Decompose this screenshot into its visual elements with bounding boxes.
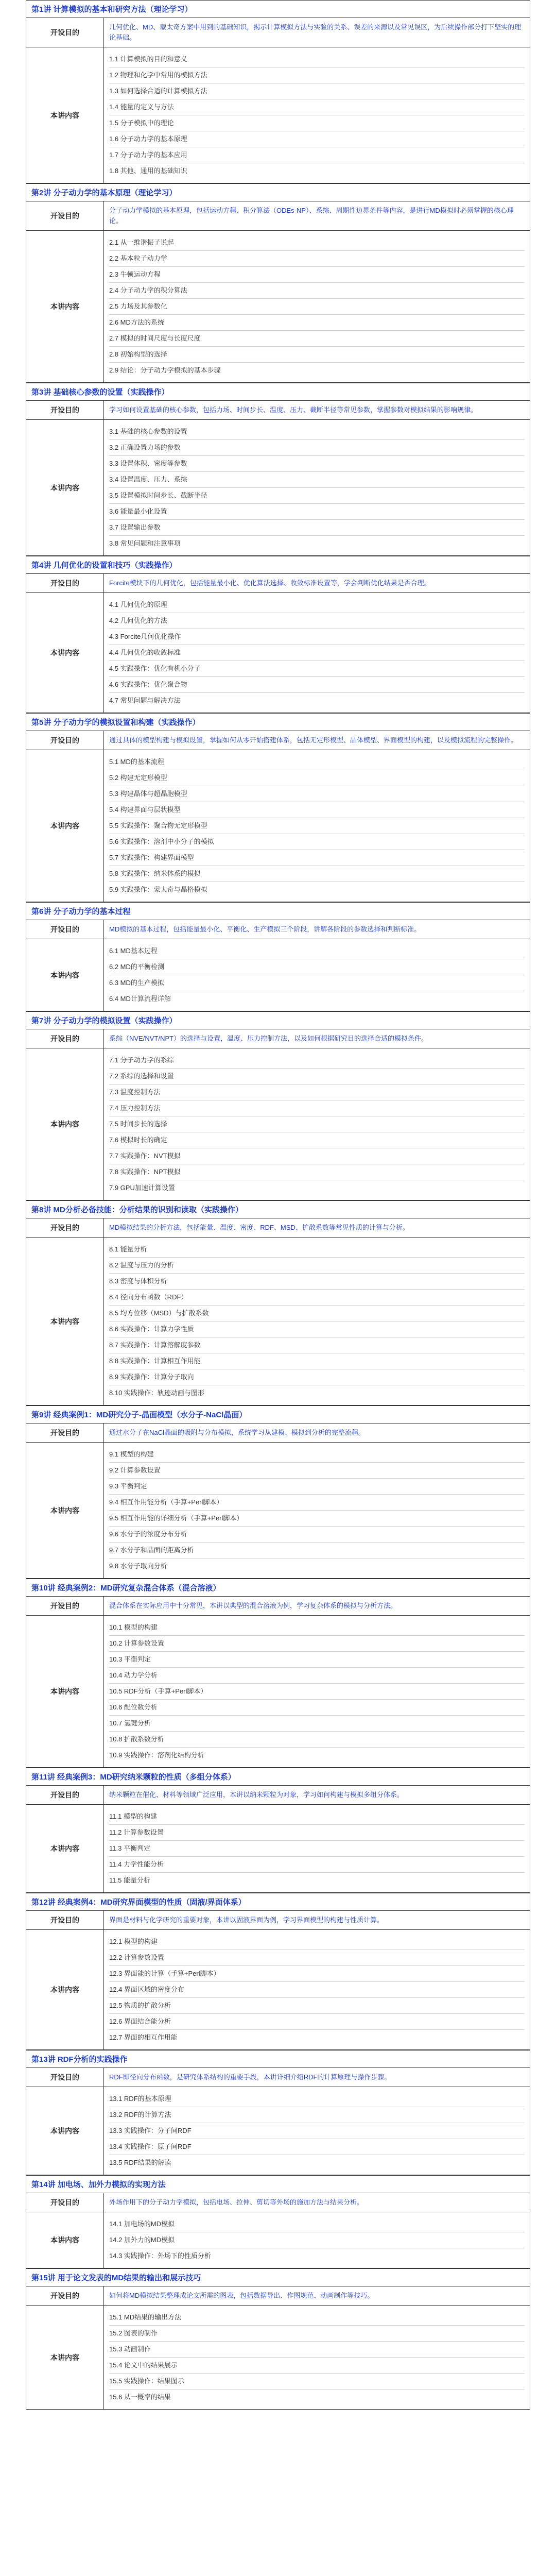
course-session: [26, 1011, 530, 1200]
list-item: 3.6 能量最小化设置: [109, 504, 525, 520]
intro-row: [26, 574, 530, 593]
intro-text: 混合体系在实际应用中十分常见，本讲以典型的混合溶液为例，学习复杂体系的模拟与分析方法。: [109, 1602, 397, 1609]
course-session: [26, 1893, 530, 2050]
list-item: 8.7 实践操作：计算溶解度参数: [109, 1337, 525, 1353]
course-session: [26, 1768, 530, 1893]
list-item: 7.3 温度控制方法: [109, 1084, 525, 1100]
list-item: 12.5 物质的扩散分析: [109, 1998, 525, 2014]
list-item: 2.4 分子动力学的积分算法: [109, 283, 525, 299]
intro-text: 如何将MD模拟结果整理成论文所需的图表，包括数据导出、作图规范、动画制作等技巧。: [109, 2292, 374, 2299]
list-item: 6.1 MD基本过程: [109, 943, 525, 959]
content-label: 本讲内容: [26, 1805, 104, 1892]
list-item: 7.4 压力控制方法: [109, 1100, 525, 1116]
intro-label: 开设目的: [26, 201, 104, 230]
content-label: 本讲内容: [26, 1930, 104, 2049]
intro-text: 界面是材料与化学研究的重要对象，本讲以固液界面为例，学习界面模型的构建与性质计算。: [109, 1916, 384, 1924]
intro-label: 开设目的: [26, 2068, 104, 2087]
list-item: 10.3 平衡判定: [109, 1652, 525, 1668]
content-label: 本讲内容: [26, 593, 104, 713]
session-title: 第12讲 经典案例4：MD研究界面模型的性质（固液/界面体系）: [26, 1893, 530, 1911]
course-session: [26, 2050, 530, 2175]
content-label: 本讲内容: [26, 2087, 104, 2175]
intro-row: [26, 201, 530, 231]
list-item: 9.7 水分子和晶面的距离分析: [109, 1543, 525, 1558]
list-item: 4.6 实践操作：优化聚合物: [109, 677, 525, 693]
list-item: 14.3 实践操作：外场下的性质分析: [109, 2252, 211, 2260]
list-item: 15.2 图表的制作: [109, 2326, 525, 2342]
content-row: [26, 593, 530, 713]
list-item: 1.3 如何选择合适的计算模拟方法: [109, 83, 525, 99]
content-list: [104, 939, 530, 1011]
intro-text: 系综（NVE/NVT/NPT）的选择与设置，温度、压力控制方法，以及如何根据研究目的选择合适的模拟条件。: [109, 1035, 428, 1042]
session-title: 第14讲 加电场、加外力模拟的实现方法: [26, 2176, 530, 2193]
content-list: [104, 1930, 530, 2049]
list-item: 5.7 实践操作：构建界面模型: [109, 850, 525, 866]
list-item: 5.3 构建晶体与超晶胞模型: [109, 786, 525, 802]
list-item: 9.2 计算参数设置: [109, 1463, 525, 1479]
content-label: 本讲内容: [26, 1048, 104, 1200]
intro-label: 开设目的: [26, 2286, 104, 2305]
content-label: 本讲内容: [26, 2212, 104, 2268]
content-list: [104, 1048, 530, 1200]
session-title: 第8讲 MD分析必备技能：分析结果的识别和读取（实践操作）: [26, 1201, 530, 1218]
intro-label: 开设目的: [26, 1786, 104, 1804]
list-item: 2.3 牛顿运动方程: [109, 267, 525, 283]
content-label: 本讲内容: [26, 1616, 104, 1767]
intro-row: [26, 1786, 530, 1805]
list-item: 15.1 MD结果的输出方法: [109, 2310, 525, 2326]
list-item: 3.8 常见问题和注意事项: [109, 539, 181, 547]
content-row: [26, 420, 530, 555]
list-item: 8.6 实践操作：计算力学性质: [109, 1321, 525, 1337]
content-row: [26, 2212, 530, 2268]
list-item: 9.4 相互作用能分析（手算+Perl脚本）: [109, 1495, 525, 1511]
list-item: 14.2 加外力的MD模拟: [109, 2232, 525, 2248]
content-list: [104, 2212, 530, 2268]
intro-text: 几何优化、MD、蒙太奇方案中用到的基础知识，揭示计算模拟方法与实验的关系、误差的来源以及常见误区，为后续操作部分打下坚实的理论基础。: [109, 23, 522, 41]
intro-row: [26, 1423, 530, 1443]
list-item: 8.5 均方位移（MSD）与扩散系数: [109, 1306, 525, 1321]
list-item: 9.5 相互作用能的详细分析（手算+Perl脚本）: [109, 1511, 525, 1527]
list-item: 13.4 实践操作：原子间RDF: [109, 2139, 525, 2155]
list-item: 3.7 设置输出参数: [109, 520, 525, 536]
list-item: 5.9 实践操作：蒙太奇与晶格模拟: [109, 886, 207, 893]
content-row: [26, 1616, 530, 1767]
intro-row: [26, 2193, 530, 2212]
content-label: 本讲内容: [26, 420, 104, 555]
list-item: 10.5 RDF分析（手算+Perl脚本）: [109, 1684, 525, 1700]
list-item: 15.4 论文中的结果展示: [109, 2358, 525, 2374]
list-item: 8.8 实践操作：计算相互作用能: [109, 1353, 525, 1369]
intro-label: 开设目的: [26, 1029, 104, 1048]
intro-row: [26, 1029, 530, 1048]
intro-text: MD模拟结果的分析方法，包括能量、温度、密度、RDF、MSD、扩散系数等常见性质的计算与分析。: [109, 1224, 409, 1231]
list-item: 1.8 其他、通用的基础知识: [109, 167, 187, 175]
list-item: 9.8 水分子取向分析: [109, 1562, 167, 1570]
intro-label: 开设目的: [26, 731, 104, 750]
list-item: 13.3 实践操作：分子间RDF: [109, 2123, 525, 2139]
list-item: 7.6 模拟时长的确定: [109, 1132, 525, 1148]
list-item: 14.1 加电场的MD模拟: [109, 2216, 525, 2232]
course-session: [26, 2268, 530, 2410]
intro-text: MD模拟的基本过程，包括能量最小化、平衡化、生产模拟三个阶段，讲解各阶段的参数选择和判断标准。: [109, 925, 421, 933]
intro-row: [26, 2068, 530, 2087]
session-title: 第7讲 分子动力学的模拟设置（实践操作）: [26, 1012, 530, 1029]
list-item: 2.7 模拟的时间尺度与长度尺度: [109, 331, 525, 347]
content-list: [104, 231, 530, 382]
list-item: 8.2 温度与压力的分析: [109, 1258, 525, 1274]
list-item: 9.3 平衡判定: [109, 1479, 525, 1495]
list-item: 9.1 模型的构建: [109, 1447, 525, 1463]
list-item: 10.8 扩散系数分析: [109, 1732, 525, 1748]
session-title: 第2讲 分子动力学的基本原理（理论学习）: [26, 184, 530, 201]
session-title: 第1讲 计算模拟的基本和研究方法（理论学习）: [26, 1, 530, 18]
list-item: 1.2 物理和化学中常用的模拟方法: [109, 67, 525, 83]
session-title: 第5讲 分子动力学的模拟设置和构建（实践操作）: [26, 714, 530, 731]
course-session: [26, 902, 530, 1011]
content-row: [26, 2306, 530, 2409]
list-item: 11.3 平衡判定: [109, 1841, 525, 1857]
list-item: 10.4 动力学分析: [109, 1668, 525, 1684]
list-item: 7.1 分子动力学的系综: [109, 1053, 525, 1069]
list-item: 12.4 界面区域的密度分布: [109, 1982, 525, 1998]
list-item: 1.4 能量的定义与方法: [109, 99, 525, 115]
list-item: 3.1 基础的核心参数的设置: [109, 424, 525, 440]
list-item: 2.2 基本粒子动力学: [109, 251, 525, 267]
list-item: 8.3 密度与体积分析: [109, 1274, 525, 1290]
session-title: 第9讲 经典案例1：MD研究分子-晶面模型（水分子-NaCl晶面）: [26, 1406, 530, 1423]
list-item: 4.1 几何优化的原理: [109, 597, 525, 613]
list-item: 7.2 系综的选择和设置: [109, 1069, 525, 1084]
list-item: 8.10 实践操作：轨迹动画与图形: [109, 1389, 204, 1397]
list-item: 7.5 时间步长的选择: [109, 1116, 525, 1132]
list-item: 7.9 GPU加速计算设置: [109, 1184, 175, 1192]
intro-label: 开设目的: [26, 1218, 104, 1237]
list-item: 6.4 MD计算流程详解: [109, 995, 171, 1003]
content-row: [26, 939, 530, 1011]
content-label: 本讲内容: [26, 231, 104, 382]
content-label: 本讲内容: [26, 47, 104, 183]
content-row: [26, 750, 530, 902]
content-list: [104, 47, 530, 183]
session-title: 第3讲 基础核心参数的设置（实践操作）: [26, 383, 530, 401]
list-item: 2.8 初始构型的选择: [109, 347, 525, 363]
content-row: [26, 231, 530, 382]
session-title: 第13讲 RDF分析的实践操作: [26, 2050, 530, 2068]
content-row: [26, 1805, 530, 1892]
session-title: 第10讲 经典案例2：MD研究复杂混合体系（混合溶液）: [26, 1579, 530, 1597]
course-session: [26, 183, 530, 383]
list-item: 3.4 设置温度、压力、系综: [109, 472, 525, 488]
list-item: 2.9 结论：分子动力学模拟的基本步骤: [109, 366, 221, 374]
list-item: 3.2 正确设置力场的参数: [109, 440, 525, 456]
list-item: 4.5 实践操作：优化有机小分子: [109, 661, 525, 677]
intro-text: RDF即径向分布函数，是研究体系结构的重要手段，本讲详细介绍RDF的计算原理与操作步骤。: [109, 2073, 391, 2081]
intro-label: 开设目的: [26, 401, 104, 419]
list-item: 3.3 设置体积、密度等参数: [109, 456, 525, 472]
intro-label: 开设目的: [26, 574, 104, 592]
course-session: [26, 1405, 530, 1579]
intro-row: [26, 1218, 530, 1238]
content-row: [26, 47, 530, 183]
course-session: [26, 1579, 530, 1768]
list-item: 5.5 实践操作：聚合物无定形模型: [109, 818, 525, 834]
content-list: [104, 2087, 530, 2175]
list-item: 15.3 动画制作: [109, 2342, 525, 2358]
list-item: 12.7 界面的相互作用能: [109, 2033, 178, 2041]
session-title: 第6讲 分子动力学的基本过程: [26, 903, 530, 920]
list-item: 12.6 界面结合能分析: [109, 2014, 525, 2030]
list-item: 12.3 界面能的计算（手算+Perl脚本）: [109, 1966, 525, 1982]
session-list: [26, 0, 530, 2410]
list-item: 5.2 构建无定形模型: [109, 770, 525, 786]
intro-row: [26, 18, 530, 47]
content-list: [104, 1238, 530, 1405]
list-item: 10.9 实践操作：溶剂化结构分析: [109, 1751, 204, 1759]
list-item: 10.1 模型的构建: [109, 1620, 525, 1636]
content-label: 本讲内容: [26, 750, 104, 902]
list-item: 1.5 分子模拟中的理论: [109, 115, 525, 131]
list-item: 5.4 构建界面与层状模型: [109, 802, 525, 818]
content-label: 本讲内容: [26, 1443, 104, 1578]
list-item: 1.1 计算模拟的目的和意义: [109, 52, 525, 67]
intro-text: 外场作用下的分子动力学模拟，包括电场、拉伸、剪切等外场的施加方法与结果分析。: [109, 2198, 364, 2206]
list-item: 2.1 从一维谐振子说起: [109, 235, 525, 251]
content-label: 本讲内容: [26, 939, 104, 1011]
list-item: 5.6 实践操作：溶剂中小分子的模拟: [109, 834, 525, 850]
list-item: 7.7 实践操作：NVT模拟: [109, 1148, 525, 1164]
content-row: [26, 1443, 530, 1578]
list-item: 4.3 Forcite几何优化操作: [109, 629, 525, 645]
list-item: 1.7 分子动力学的基本应用: [109, 147, 525, 163]
intro-label: 开设目的: [26, 1597, 104, 1615]
content-row: [26, 1930, 530, 2049]
list-item: 2.5 力场及其参数化: [109, 299, 525, 315]
list-item: 15.6 从一概率的结果: [109, 2393, 171, 2401]
intro-text: 通过水分子在NaCl晶面的吸附与分布模拟，系统学习从建模、模拟到分析的完整流程。: [109, 1429, 365, 1436]
list-item: 12.2 计算参数设置: [109, 1950, 525, 1966]
content-list: [104, 420, 530, 555]
intro-text: 学习如何设置基础的核心参数，包括力场、时间步长、温度、压力、截断半径等常见参数，掌握参数对模拟结果的影响规律。: [109, 406, 478, 414]
list-item: 13.1 RDF的基本原理: [109, 2091, 525, 2107]
list-item: 10.6 配位数分析: [109, 1700, 525, 1716]
list-item: 6.2 MD的平衡检测: [109, 959, 525, 975]
content-list: [104, 2306, 530, 2409]
intro-text: 纳米颗粒在催化、材料等领域广泛应用，本讲以纳米颗粒为对象，学习如何构建与模拟多组分体系。: [109, 1791, 404, 1799]
content-list: [104, 593, 530, 713]
list-item: 8.1 能量分析: [109, 1242, 525, 1258]
intro-label: 开设目的: [26, 1911, 104, 1929]
intro-text: 通过具体的模型构建与模拟设置，掌握如何从零开始搭建体系，包括无定形模型、晶体模型、界面模型的构建，以及模拟流程的完整操作。: [109, 736, 518, 744]
list-item: 5.1 MD的基本流程: [109, 754, 525, 770]
content-list: [104, 750, 530, 902]
list-item: 10.7 氢键分析: [109, 1716, 525, 1732]
list-item: 7.8 实践操作：NPT模拟: [109, 1164, 525, 1180]
content-label: 本讲内容: [26, 1238, 104, 1405]
intro-row: [26, 401, 530, 420]
content-list: [104, 1616, 530, 1767]
session-title: 第15讲 用于论文发表的MD结果的输出和展示技巧: [26, 2269, 530, 2286]
content-row: [26, 1048, 530, 1200]
content-list: [104, 1805, 530, 1892]
course-session: [26, 0, 530, 183]
list-item: 8.4 径向分布函数（RDF）: [109, 1290, 525, 1306]
list-item: 4.4 几何优化的收敛标准: [109, 645, 525, 661]
course-session: [26, 2175, 530, 2268]
list-item: 3.5 设置模拟时间步长、截断半径: [109, 488, 525, 504]
list-item: 15.5 实践操作：结果图示: [109, 2374, 525, 2389]
intro-label: 开设目的: [26, 920, 104, 939]
intro-row: [26, 2286, 530, 2306]
course-session: [26, 713, 530, 902]
intro-label: 开设目的: [26, 2193, 104, 2212]
intro-text: 分子动力学模拟的基本原理，包括运动方程、积分算法（ODEs-NP）、系综、周期性边界条件等内容，是进行MD模拟时必须掌握的核心理论。: [109, 207, 514, 225]
intro-row: [26, 1597, 530, 1616]
intro-text: Forcite模块下的几何优化，包括能量最小化、优化算法选择、收敛标准设置等，学会判断优化结果是否合理。: [109, 579, 431, 587]
list-item: 4.2 几何优化的方法: [109, 613, 525, 629]
list-item: 13.2 RDF的计算方法: [109, 2107, 525, 2123]
list-item: 11.1 模型的构建: [109, 1809, 525, 1825]
intro-label: 开设目的: [26, 1423, 104, 1442]
intro-row: [26, 731, 530, 750]
list-item: 6.3 MD的生产模拟: [109, 975, 525, 991]
list-item: 8.9 实践操作：计算分子取向: [109, 1369, 525, 1385]
intro-label: 开设目的: [26, 18, 104, 47]
list-item: 11.2 计算参数设置: [109, 1825, 525, 1841]
list-item: 2.6 MD方法的系统: [109, 315, 525, 331]
list-item: 5.8 实践操作：纳米体系的模拟: [109, 866, 525, 882]
list-item: 4.7 常见问题与解决方法: [109, 697, 181, 704]
course-session: [26, 1200, 530, 1405]
content-label: 本讲内容: [26, 2306, 104, 2409]
intro-row: [26, 1911, 530, 1930]
content-row: [26, 1238, 530, 1405]
list-item: 11.5 能量分析: [109, 1876, 150, 1884]
list-item: 13.5 RDF结果的解读: [109, 2159, 171, 2166]
list-item: 11.4 力学性能分析: [109, 1857, 525, 1873]
list-item: 9.6 水分子的浓度分布分析: [109, 1527, 525, 1543]
intro-row: [26, 920, 530, 939]
session-title: 第11讲 经典案例3：MD研究纳米颗粒的性质（多组分体系）: [26, 1768, 530, 1786]
content-row: [26, 2087, 530, 2175]
list-item: 12.1 模型的构建: [109, 1934, 525, 1950]
content-list: [104, 1443, 530, 1578]
list-item: 1.6 分子动力学的基本原理: [109, 131, 525, 147]
session-title: 第4讲 几何优化的设置和技巧（实践操作）: [26, 556, 530, 574]
course-session: [26, 556, 530, 713]
list-item: 10.2 计算参数设置: [109, 1636, 525, 1652]
course-session: [26, 383, 530, 556]
